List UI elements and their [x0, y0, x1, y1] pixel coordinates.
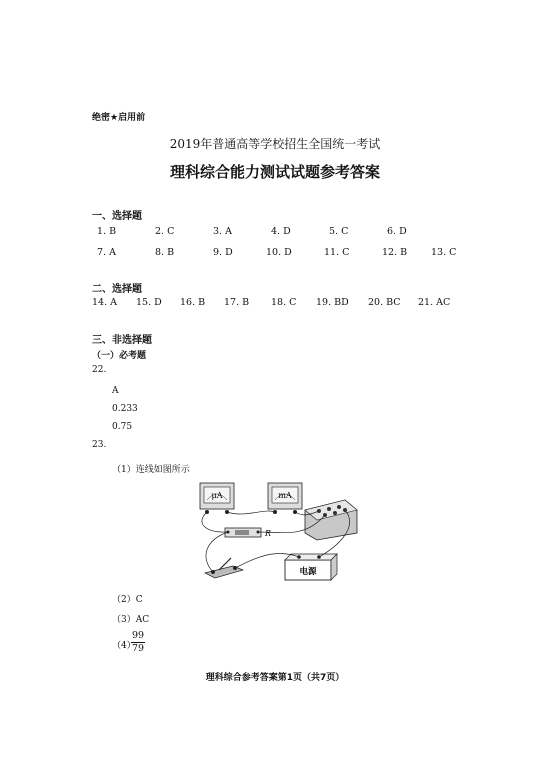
microammeter-label: μA — [211, 491, 223, 500]
q23-part3: （3）AC — [112, 615, 150, 625]
exam-line: 2019年普通高等学校招生全国统一考试 — [169, 137, 381, 151]
q22-answer-2: 0.233 — [112, 404, 138, 414]
secret-label: 绝密★启用前 — [92, 113, 146, 123]
answer-item: 13. C — [431, 247, 457, 258]
answer-item: 8. B — [155, 247, 175, 258]
page-title: 理科综合能力测试试题参考答案 — [169, 163, 380, 181]
power-supply — [285, 554, 337, 580]
q22-answer-1: A — [112, 386, 119, 396]
answer-item: 18. C — [271, 297, 297, 308]
microammeter — [200, 483, 234, 514]
page-footer: 理科综合参考答案第1页（共7页） — [205, 673, 345, 683]
q23-part1: （1）连线如图所示 — [112, 465, 190, 475]
answer-item: 11. C — [324, 247, 350, 258]
milliammeter — [268, 483, 302, 514]
answer-item: 12. B — [382, 247, 408, 258]
fraction-numerator: 99 — [132, 630, 145, 641]
answer-item: 9. D — [213, 247, 233, 258]
switch — [205, 558, 243, 578]
q22-answer-3: 0.75 — [112, 422, 133, 432]
section1-heading: 一、选择题 — [92, 211, 142, 222]
question-22-number: 22. — [92, 365, 107, 375]
answer-item: 21. AC — [418, 297, 451, 308]
answer-item: 7. A — [97, 247, 116, 258]
answer-item: 6. D — [387, 226, 407, 237]
circuit-diagram — [195, 478, 365, 588]
section3-heading: 三、非选择题 — [92, 335, 152, 346]
answer-item: 19. BD — [316, 297, 349, 308]
resistor — [225, 528, 271, 538]
answer-item: 20. BC — [368, 297, 401, 308]
answer-item: 15. D — [136, 297, 162, 308]
answer-item: 17. B — [224, 297, 250, 308]
section2-heading: 二、选择题 — [92, 284, 142, 295]
power-label: 电源 — [299, 567, 317, 577]
answer-item: 16. B — [180, 297, 206, 308]
resistor-label: R — [265, 529, 272, 538]
answer-item: 10. D — [266, 247, 292, 258]
section3-subheading: （一）必考题 — [92, 351, 147, 361]
answer-item: 3. A — [213, 226, 232, 237]
question-23-number: 23. — [92, 440, 107, 450]
answer-item: 2. C — [155, 226, 175, 237]
fraction-denominator: 79 — [132, 643, 145, 654]
q23-part4-fraction — [131, 630, 145, 655]
answer-item: 14. A — [92, 297, 117, 308]
answer-item: 5. C — [329, 226, 349, 237]
answer-item: 1. B — [97, 226, 117, 237]
milliammeter-label: mA — [278, 491, 292, 500]
q23-part4-prefix: （4） — [112, 641, 136, 651]
q23-part2: （2）C — [112, 595, 143, 605]
answer-item: 4. D — [271, 226, 291, 237]
